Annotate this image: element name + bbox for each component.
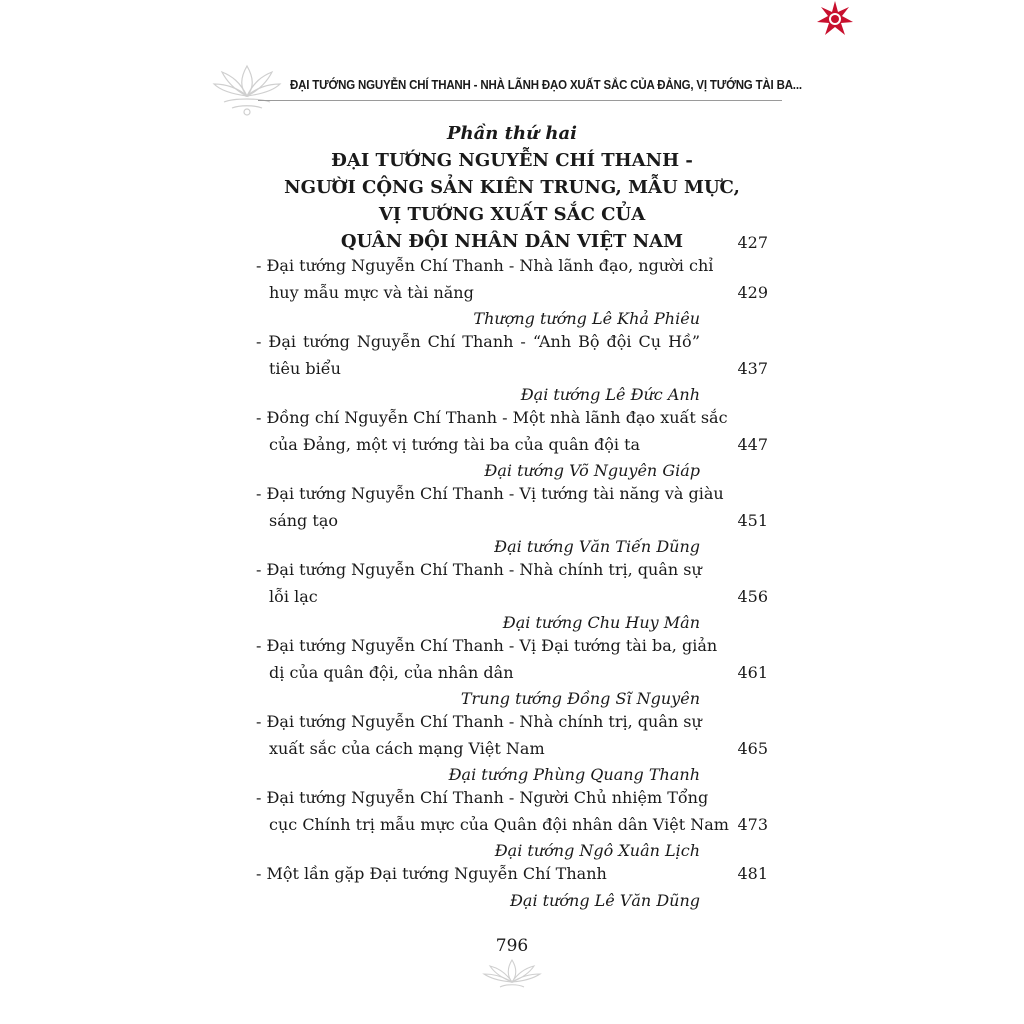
toc-entry-4-line-1: - Đại tướng Nguyễn Chí Thanh - Vị tướng tài năng và giàu	[256, 484, 724, 503]
toc-entry-7-line-1: - Đại tướng Nguyễn Chí Thanh - Nhà chính trị, quân sự	[256, 712, 702, 731]
part-label: Phần thứ hai	[447, 123, 577, 144]
toc-entry-5-line-1: - Đại tướng Nguyễn Chí Thanh - Nhà chính trị, quân sự	[256, 560, 702, 579]
part-title-line-1: ĐẠI TƯỚNG NGUYỄN CHÍ THANH -	[331, 150, 693, 171]
toc-entry-9-author: Đại tướng Lê Văn Dũng	[510, 891, 700, 910]
toc-entry-1-line-2: huy mẫu mực và tài năng	[269, 283, 474, 302]
toc-entry-5-author: Đại tướng Chu Huy Mân	[502, 613, 700, 632]
toc-entry-8-page: 473	[737, 815, 768, 834]
toc-entry-2-author: Đại tướng Lê Đức Anh	[520, 385, 700, 404]
page-number: 796	[495, 936, 529, 956]
toc-entry-6-author: Trung tướng Đồng Sĩ Nguyên	[460, 689, 700, 708]
toc-entry-7-author: Đại tướng Phùng Quang Thanh	[448, 765, 700, 784]
toc-entry-2-line-1: - Đại tướng Nguyễn Chí Thanh - “Anh Bộ đội Cụ Hồ”	[256, 332, 700, 351]
toc-entry-5-line-2: lỗi lạc	[269, 587, 318, 606]
toc-entry-1-author: Thượng tướng Lê Khả Phiêu	[473, 309, 700, 328]
toc-entry-6-line-2: dị của quân đội, của nhân dân	[269, 663, 514, 682]
publisher-star-logo-icon	[814, 0, 856, 40]
part-page-number: 427	[737, 233, 768, 252]
toc-entry-3-line-2: của Đảng, một vị tướng tài ba của quân đội ta	[269, 435, 641, 454]
toc-entry-4-author: Đại tướng Văn Tiến Dũng	[494, 537, 700, 556]
toc-entry-7-page: 465	[737, 739, 768, 758]
toc-entry-2-page: 437	[737, 359, 768, 378]
toc-entry-4-page: 451	[737, 511, 768, 530]
toc-entry-9-page: 481	[737, 864, 768, 883]
running-header-title: ĐẠI TƯỚNG NGUYỄN CHÍ THANH - NHÀ LÃNH ĐẠO XUẤT SẮC CỦA ĐẢNG, VỊ TƯỚNG TÀI BA...	[290, 78, 802, 92]
toc-entry-3-author: Đại tướng Võ Nguyên Giáp	[484, 461, 700, 480]
toc-entry-3-page: 447	[737, 435, 768, 454]
toc-entry-8-line-2: cục Chính trị mẫu mực của Quân đội nhân dân Việt Nam	[269, 815, 729, 834]
toc-entry-6-page: 461	[737, 663, 768, 682]
toc-entry-5-page: 456	[737, 587, 768, 606]
part-title-line-3: VỊ TƯỚNG XUẤT SẮC CỦA	[378, 204, 646, 225]
lotus-ornament-icon	[212, 60, 282, 118]
toc-entry-3-line-1: - Đồng chí Nguyễn Chí Thanh - Một nhà lãnh đạo xuất sắc	[256, 408, 728, 427]
part-title-line-2: NGƯỜI CỘNG SẢN KIÊN TRUNG, MẪU MỰC,	[284, 177, 740, 198]
toc-entry-4-line-2: sáng tạo	[269, 511, 338, 530]
lotus-ornament-icon	[482, 956, 542, 992]
toc-entry-1-line-1: - Đại tướng Nguyễn Chí Thanh - Nhà lãnh đạo, người chỉ	[256, 256, 714, 275]
header-divider	[258, 100, 782, 101]
toc-entry-6-line-1: - Đại tướng Nguyễn Chí Thanh - Vị Đại tướng tài ba, giản	[256, 636, 718, 655]
toc-entry-9-line-1: - Một lần gặp Đại tướng Nguyễn Chí Thanh	[256, 864, 607, 883]
part-title-line-4: QUÂN ĐỘI NHÂN DÂN VIỆT NAM	[340, 231, 684, 252]
toc-entry-7-line-2: xuất sắc của cách mạng Việt Nam	[269, 739, 545, 758]
toc-entry-8-line-1: - Đại tướng Nguyễn Chí Thanh - Người Chủ nhiệm Tổng	[256, 788, 709, 807]
toc-entry-8-author: Đại tướng Ngô Xuân Lịch	[494, 841, 700, 860]
toc-entry-1-page: 429	[737, 283, 768, 302]
toc-entry-2-line-2: tiêu biểu	[269, 359, 341, 378]
